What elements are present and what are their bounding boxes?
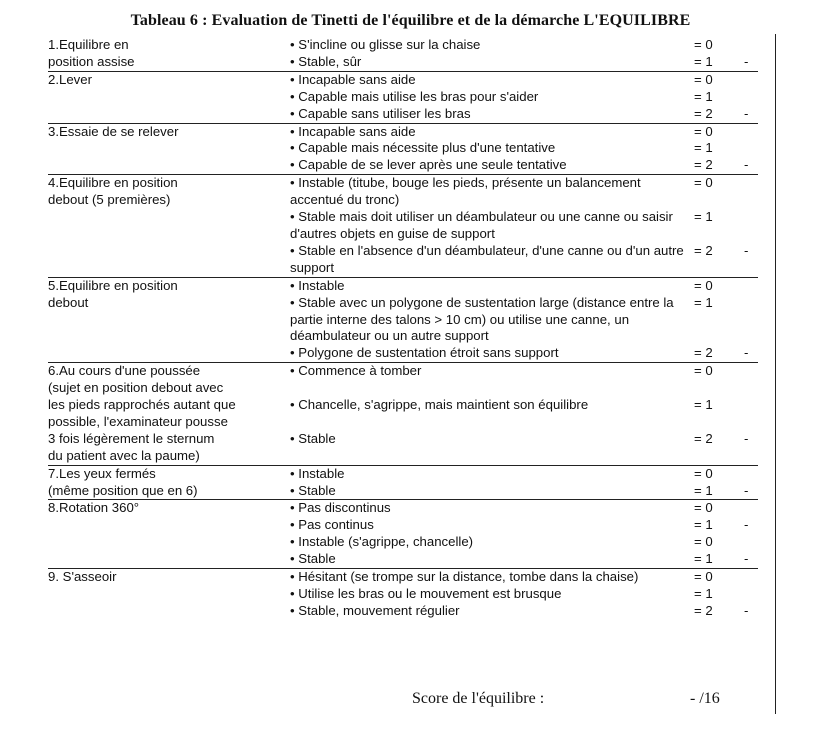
- option-score: = 2: [694, 602, 713, 618]
- criterion-label: 4.Equilibre en position debout (5 premières): [48, 175, 178, 208]
- score-mark: [744, 397, 758, 430]
- table-row: [48, 175, 758, 209]
- option-text: • Capable de se lever après une seule tentative: [290, 157, 567, 173]
- score-mark: -: [744, 242, 749, 258]
- table-row: [48, 569, 758, 586]
- option-text: • Stable: [290, 482, 336, 498]
- option-score: = 2: [694, 105, 713, 121]
- option-score: = 2: [694, 157, 713, 173]
- option-score: = 1: [694, 586, 713, 601]
- option-score: = 1: [694, 482, 713, 498]
- option-text: • Polygone de sustentation étroit sans support: [290, 345, 559, 361]
- score-mark: [744, 534, 758, 551]
- score-mark: [744, 37, 758, 54]
- option-score: = 2: [694, 242, 713, 258]
- criterion-label: 7.Les yeux fermés (même position que en 6): [48, 465, 198, 498]
- right-margin-rule: [775, 34, 776, 714]
- score-mark: [744, 465, 758, 482]
- option-score: = 0: [694, 277, 713, 293]
- score-mark: -: [744, 602, 749, 618]
- score-footer: [0, 690, 821, 712]
- table-row: [48, 277, 758, 294]
- option-score: = 0: [694, 71, 713, 87]
- criterion-group: [48, 37, 758, 71]
- score-mark: [744, 363, 758, 397]
- score-mark: [744, 500, 758, 517]
- option-text: • Chancelle, s'agrippe, mais maintient son équilibre: [290, 397, 589, 413]
- score-mark: [744, 123, 758, 140]
- criterion-group: [48, 277, 758, 363]
- table-row: [48, 71, 758, 88]
- table-title: Tableau 6 : Evaluation de Tinetti de l'équilibre et de la démarche L'EQUILIBRE: [130, 12, 691, 29]
- criterion-group: [48, 71, 758, 123]
- option-score: = 1: [694, 209, 713, 225]
- option-text: • Utilise les bras ou le mouvement est brusque: [290, 586, 562, 601]
- score-mark: [744, 89, 758, 106]
- criterion-group: [48, 363, 758, 465]
- option-text: • S'incline ou glisse sur la chaise: [290, 37, 481, 52]
- score-mark: -: [744, 482, 749, 498]
- option-score: = 0: [694, 363, 713, 379]
- option-text: • Instable: [290, 465, 345, 481]
- option-score: = 2: [694, 345, 713, 361]
- option-score: = 0: [694, 37, 713, 52]
- table-row: [48, 500, 758, 517]
- score-mark: [744, 569, 758, 586]
- option-score: = 1: [694, 551, 713, 567]
- option-score: = 1: [694, 294, 713, 310]
- option-score: = 0: [694, 569, 713, 585]
- option-text: • Capable mais utilise les bras pour s'aider: [290, 88, 539, 104]
- option-score: = 1: [694, 53, 713, 69]
- score-label: Score de l'équilibre :: [412, 690, 545, 707]
- option-text: • Instable: [290, 277, 345, 293]
- option-text: • Incapable sans aide: [290, 123, 416, 139]
- option-score: = 1: [694, 517, 713, 533]
- option-text: • Stable en l'absence d'un déambulateur, d'une canne ou d'un autre support: [290, 242, 684, 275]
- criterion-label: 5.Equilibre en position debout: [48, 277, 178, 310]
- criterion-label: 1.Equilibre en position assise: [48, 37, 135, 69]
- score-mark: [744, 209, 758, 243]
- option-text: • Pas continus: [290, 517, 374, 533]
- option-text: • Stable avec un polygone de sustentation large (distance entre la partie interne des talons > 10 cm) ou utilise une canne, un déambulateur ou un autre support: [290, 294, 674, 344]
- table-row: [48, 363, 758, 397]
- option-score: = 0: [694, 123, 713, 139]
- balance-assessment-table: [48, 37, 758, 620]
- score-mark: -: [744, 157, 749, 173]
- option-text: • Pas discontinus: [290, 500, 391, 516]
- criterion-label: 2.Lever: [48, 71, 92, 87]
- option-text: • Commence à tomber: [290, 363, 422, 379]
- option-text: • Stable: [290, 551, 336, 567]
- option-text: • Capable mais nécessite plus d'une tentative: [290, 140, 556, 156]
- option-text: • Incapable sans aide: [290, 71, 416, 87]
- criterion-label: 6.Au cours d'une poussée (sujet en position debout avec les pieds rapprochés autant que possible, l'examinateur pousse 3 fois légèrement le sternum du patient avec la paume): [48, 363, 236, 463]
- score-mark: -: [744, 517, 749, 533]
- criterion-group: [48, 465, 758, 500]
- option-score: = 0: [694, 175, 713, 191]
- table-row: [48, 37, 758, 54]
- score-mark: [744, 140, 758, 157]
- option-text: • Capable sans utiliser les bras: [290, 105, 471, 121]
- option-score: = 1: [694, 88, 713, 104]
- score-mark: [744, 175, 758, 209]
- criterion-group: [48, 123, 758, 175]
- option-text: • Hésitant (se trompe sur la distance, tombe dans la chaise): [290, 569, 639, 585]
- score-mark: -: [744, 105, 749, 121]
- score-total: - /16: [690, 690, 720, 707]
- option-score: = 1: [694, 397, 713, 413]
- score-mark: [744, 295, 758, 346]
- table-row: [48, 465, 758, 482]
- score-mark: -: [744, 53, 749, 69]
- option-text: • Stable, sûr: [290, 53, 362, 69]
- option-text: • Instable (s'agrippe, chancelle): [290, 534, 474, 550]
- score-mark: [744, 71, 758, 88]
- option-score: = 0: [694, 534, 713, 550]
- score-mark: [744, 277, 758, 294]
- option-text: • Stable mais doit utiliser un déambulateur ou une canne ou saisir d'autres objets en guise de support: [290, 209, 673, 241]
- option-score: = 1: [694, 140, 713, 156]
- option-score: = 2: [694, 430, 713, 446]
- criterion-group: [48, 569, 758, 620]
- criterion-label: 8.Rotation 360°: [48, 500, 140, 516]
- criterion-label: 9. S'asseoir: [48, 569, 117, 585]
- option-text: • Stable, mouvement régulier: [290, 602, 460, 618]
- score-mark: -: [744, 345, 749, 361]
- score-mark: -: [744, 430, 749, 446]
- criterion-label: 3.Essaie de se relever: [48, 123, 179, 139]
- score-mark: -: [744, 551, 749, 567]
- criterion-group: [48, 500, 758, 569]
- option-text: • Stable: [290, 430, 336, 446]
- option-score: = 0: [694, 465, 713, 481]
- option-text: • Instable (titube, bouge les pieds, présente un balancement accentué du tronc): [290, 175, 641, 208]
- option-score: = 0: [694, 500, 713, 516]
- criterion-group: [48, 175, 758, 277]
- table-row: [48, 123, 758, 140]
- score-mark: [744, 586, 758, 603]
